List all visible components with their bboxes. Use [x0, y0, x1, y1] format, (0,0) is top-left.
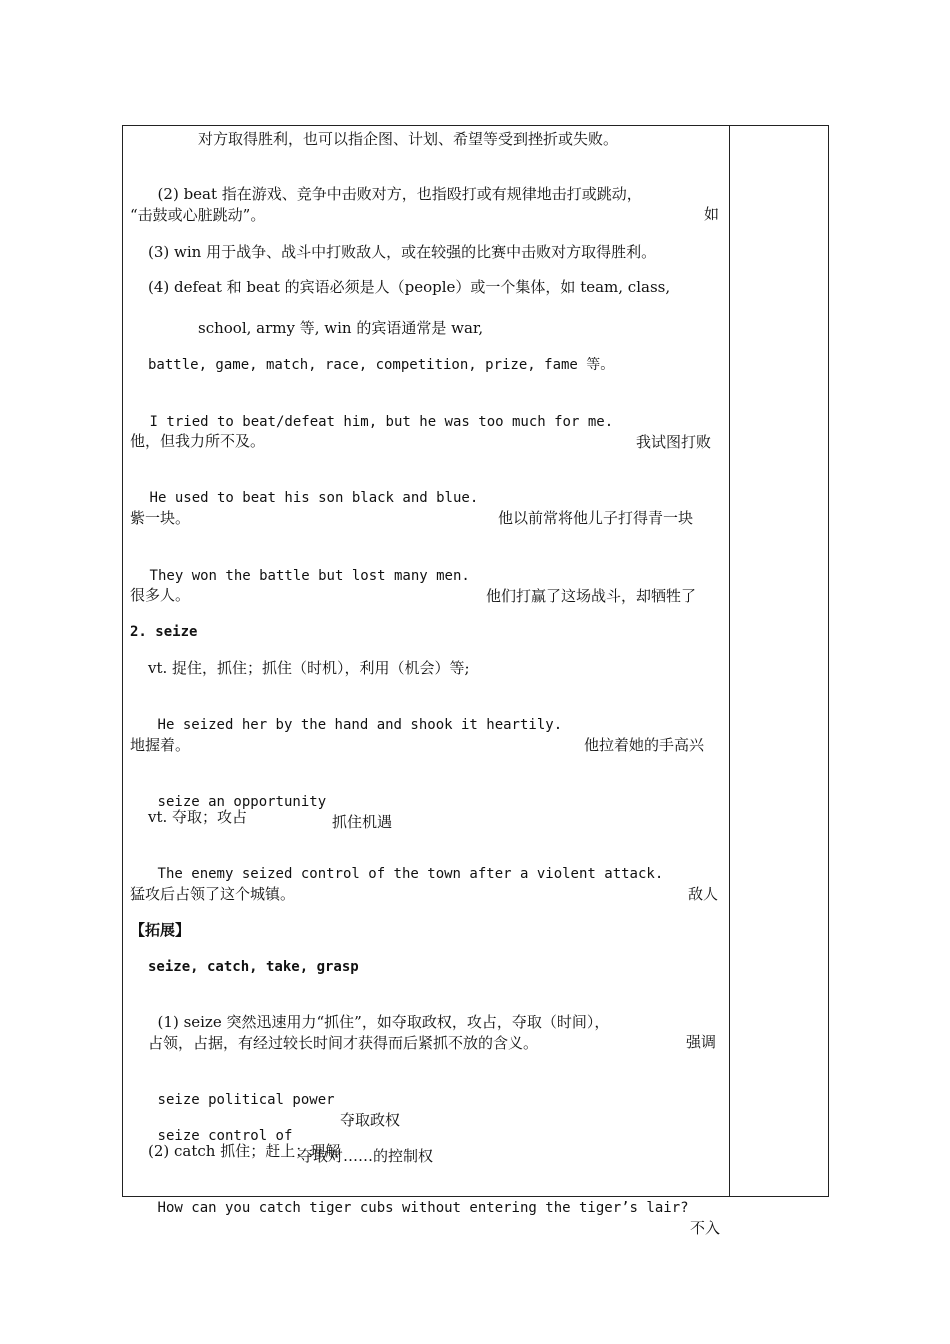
text-segment: He used to beat his son black and blue.: [149, 490, 479, 506]
text-line: vt. 夺取；攻占: [148, 808, 248, 826]
text-segment: 他以前常将他儿子打得青一块: [498, 509, 694, 527]
text-segment: 抓住机遇: [332, 813, 393, 831]
text-line: 地握着。: [130, 736, 191, 754]
text-segment: 夺取对……的控制权: [298, 1147, 434, 1165]
text-segment: 我试图打败: [636, 433, 712, 451]
text-line: battle, game, match, race, competition, prize, fame 等。: [148, 357, 615, 373]
text-line: 紫一块。: [130, 509, 191, 527]
text-line: (4) defeat 和 beat 的宾语必须是人（people）或一个集体，如 team, class,: [148, 278, 671, 296]
text-segment: (1) seize 突然迅速用力“抓住”，如夺取政权，攻占，夺取（时间），: [157, 1013, 610, 1031]
text-line: [140, 467, 694, 528]
section-heading: 【拓展】: [130, 921, 191, 939]
text-line: (3) win 用于战争、战斗中打败敌人，或在较强的比赛中击败对方取得胜利。: [148, 243, 657, 261]
text-line: vt. 捉住，抓住；抓住（时机），利用（机会）等;: [148, 659, 470, 677]
text-line: [148, 694, 705, 755]
text-segment: 夺取政权: [340, 1111, 401, 1129]
text-segment: They won the battle but lost many men.: [149, 568, 470, 584]
text-segment: seize an opportunity: [157, 794, 327, 810]
section-heading: seize, catch, take, grasp: [148, 959, 359, 975]
text-segment: He seized her by the hand and shook it heartily.: [157, 717, 563, 733]
text-line: school, army 等, win 的宾语通常是 war,: [198, 319, 484, 337]
text-segment: 如: [704, 205, 720, 223]
column-divider: [729, 125, 730, 1197]
text-line: 他，但我力所不及。: [130, 432, 266, 450]
text-line: 很多人。: [130, 586, 191, 604]
text-segment: 不入: [690, 1219, 721, 1237]
text-segment: 强调: [686, 1033, 717, 1051]
text-segment: How can you catch tiger cubs without entering the tiger’s lair?: [157, 1200, 689, 1216]
text-segment: 他们打赢了这场战斗，却牺牲了: [486, 587, 697, 605]
text-line: “击鼓或心脏跳动”。: [130, 206, 266, 224]
text-line: [148, 1177, 721, 1238]
text-segment: The enemy seized control of the town after a violent attack.: [157, 866, 664, 882]
text-segment: 他拉着她的手高兴: [584, 736, 705, 754]
text-segment: (2) beat 指在游戏、竞争中击败对方，也指殴打或有规律地击打或跳动，: [157, 185, 642, 203]
text-segment: seize control of: [157, 1128, 293, 1144]
text-line: 对方取得胜利，也可以指企图、计划、希望等受到挫折或失败。: [198, 130, 619, 148]
text-segment: seize political power: [157, 1092, 335, 1108]
text-segment: 敌人: [688, 885, 719, 903]
text-line: 占领，占据，有经过较长时间才获得而后紧抓不放的含义。: [148, 1034, 539, 1052]
text-line: 猛攻后占领了这个城镇。: [130, 885, 296, 903]
section-heading: 2. seize: [130, 624, 198, 640]
text-segment: I tried to beat/defeat him, but he was too much for me.: [149, 414, 614, 430]
text-line: (2) catch 抓住；赶上；理解: [148, 1142, 341, 1160]
